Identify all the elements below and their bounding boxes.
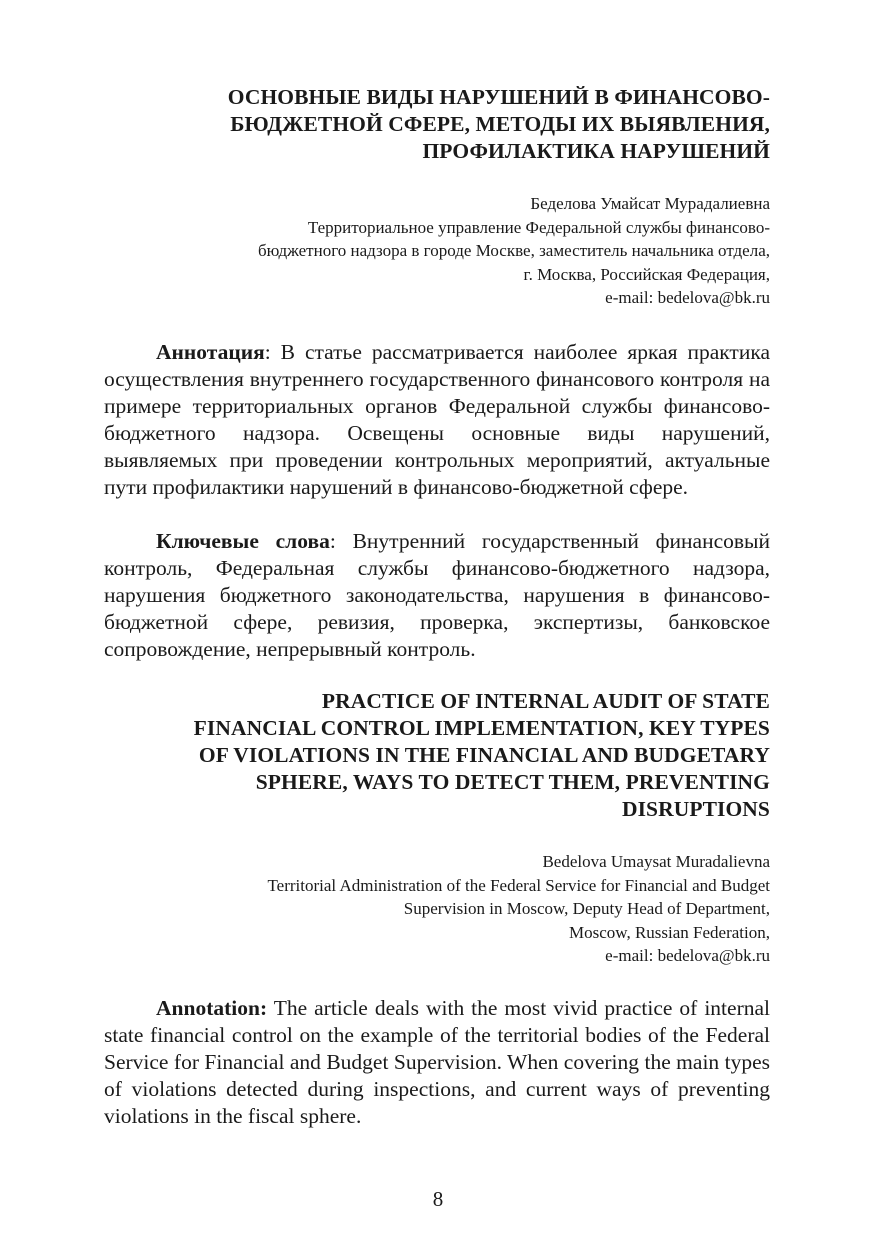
- en-article-title: [104, 688, 770, 823]
- ru-affiliation-line: бюджетного надзора в городе Москве, заместитель начальника отдела,: [257, 241, 770, 260]
- en-author-block: [104, 850, 770, 968]
- ru-title-line: БЮДЖЕТНОЙ СФЕРЕ, МЕТОДЫ ИХ ВЫЯВЛЕНИЯ,: [230, 112, 770, 136]
- ru-keywords-paragraph: [104, 528, 770, 663]
- ru-annotation-paragraph: [104, 339, 770, 501]
- ru-email: e-mail: bedelova@bk.ru: [605, 288, 770, 307]
- en-title-line: PRACTICE OF INTERNAL AUDIT OF STATE: [321, 689, 770, 713]
- en-affiliation-line: Territorial Administration of the Federal Service for Financial and Budget: [267, 875, 770, 895]
- en-title-line: SPHERE, WAYS TO DETECT THEM, PREVENTING: [255, 770, 770, 794]
- ru-title-line: ПРОФИЛАКТИКА НАРУШЕНИЙ: [422, 139, 770, 163]
- ru-affiliation-line: г. Москва, Российская Федерация,: [523, 264, 770, 284]
- ru-author-name: Беделова Умайсат Мурадалиевна: [530, 194, 770, 213]
- en-email: e-mail: bedelova@bk.ru: [605, 946, 770, 965]
- en-title-line: OF VIOLATIONS IN THE FINANCIAL AND BUDGETARY: [198, 743, 770, 767]
- en-title-line: DISRUPTIONS: [621, 797, 770, 821]
- ru-title-line: ОСНОВНЫЕ ВИДЫ НАРУШЕНИЙ В ФИНАНСОВО-: [227, 85, 770, 109]
- en-author-name: Bedelova Umaysat Muradalievna: [542, 852, 770, 871]
- en-affiliation-line: Supervision in Moscow, Deputy Head of Department,: [403, 899, 770, 918]
- ru-keywords-text: : Внутренний государственный финансовый контроль, Федеральная службы финансово-бюджетного надзора, нарушения бюджетного законодательства, нарушения в финансово-бюджетной сфере, ревизия, проверка, экспертизы, банковское сопровождение, непрерывный контроль.: [104, 529, 770, 661]
- page-number: 8: [432, 1187, 444, 1211]
- en-affiliation-line: Moscow, Russian Federation,: [569, 922, 770, 942]
- ru-annotation-label: Аннотация: [156, 340, 265, 364]
- en-annotation-text: The article deals with the most vivid practice of internal state financial control on the example of the territorial bodies of the Federal Service for Financial and Budget Supervision. When covering the main types of violations detected during inspections, and current ways of preventing violations in the fiscal sphere.: [104, 996, 770, 1128]
- ru-annotation-text: : В статье рассматривается наиболее яркая практика осуществления внутреннего государственного финансового контроля на примере территориальных органов Федеральной службы финансово-бюджетного надзора. Освещены основные виды нарушений, выявляемых при проведении контрольных мероприятий, актуальные пути профилактики нарушений в финансово-бюджетной сфере.: [104, 340, 770, 499]
- ru-affiliation-line: Территориальное управление Федеральной службы финансово-: [307, 217, 770, 237]
- en-annotation-label: Annotation:: [156, 996, 268, 1020]
- ru-article-title: [104, 84, 770, 165]
- ru-author-block: [104, 192, 770, 310]
- ru-keywords-label: Ключевые слова: [156, 529, 330, 553]
- en-annotation-paragraph: [104, 995, 770, 1130]
- en-title-line: FINANCIAL CONTROL IMPLEMENTATION, KEY TYPES: [193, 716, 770, 740]
